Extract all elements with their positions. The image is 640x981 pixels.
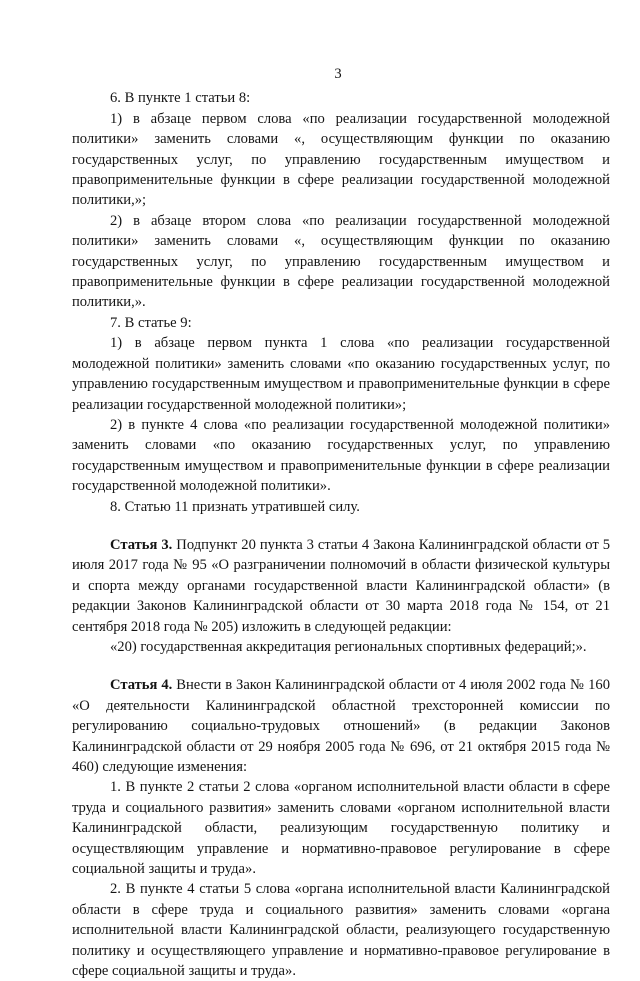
spacer — [72, 517, 610, 535]
item-6-subitem-1: 1) в абзаце первом слова «по реализации государственной молодежной политики» заменить словами «, осуществляющим функции по оказанию государственных услуг, по управлению государственным имуществом и правоприменительные функции в сфере реализации государственной молодежной политики,»; — [72, 110, 610, 209]
item-6-subitem-2: 2) в абзаце втором слова «по реализации государственной молодежной политики» заменить словами «, осуществляющим функции по оказанию государственных услуг, по управлению государственным имуществом и правоприменительные функции в сфере реализации государственной молодежной политики,». — [72, 212, 610, 311]
spacer — [72, 657, 610, 675]
item-6-heading: 6. В пункте 1 статьи 8: — [110, 90, 251, 107]
article-3-heading: Статья 3. — [110, 536, 173, 553]
article-4-heading: Статья 4. — [110, 677, 173, 694]
item-7-subitem-2: 2) в пункте 4 слова «по реализации государственной молодежной политики» заменить словами «по оказанию государственных услуг, по управлению государственным имуществом и правоприменительные функции в сфере реализации государственной молодежной политики». — [72, 416, 610, 495]
article-3-quote: «20) государственная аккредитация региональных спортивных федераций;». — [110, 638, 587, 655]
item-8: 8. Статью 11 признать утратившей силу. — [110, 498, 360, 515]
article-3-text: Подпункт 20 пункта 3 статьи 4 Закона Калининградской области от 5 июля 2017 года № 95 «О разграничении полномочий в области физической культуры и спорта между органами государственной власти Калининградской области» (в редакции Законов Калининградской области от 30 марта 2018 года № 154, от 21 сентября 2018 года № 205) изложить в следующей редакции: — [72, 536, 610, 635]
article-3-paragraph — [72, 535, 610, 637]
item-7-heading: 7. В статье 9: — [110, 314, 192, 331]
article-4-text: Внести в Закон Калининградской области от 4 июля 2002 года № 160 «О деятельности Калининградской областной трехсторонней комиссии по регулированию социально-трудовых отношений» (в редакции Законов Калининградской области от 29 ноября 2005 года № 696, от 21 октября 2015 года № 460) следующие изменения: — [72, 677, 610, 775]
article-4-paragraph — [72, 675, 610, 777]
page-number: 3 — [334, 66, 342, 82]
article-4-item-1: 1. В пункте 2 статьи 2 слова «органом исполнительной власти области в сфере труда и социального развития» заменить словами «органом исполнительной власти Калининградской области, реализующим государственную политику и осуществляющим управление и нормативно-правовое регулирование в сфере социальной защиты и труда». — [72, 779, 610, 878]
item-7-subitem-1: 1) в абзаце первом пункта 1 слова «по реализации государственной молодежной политики» заменить словами «по оказанию государственных услуг, по управлению государственным имуществом и правоприменительные функции в сфере реализации государственной молодежной политики»; — [72, 335, 610, 413]
article-4-item-2: 2. В пункте 4 статьи 5 слова «органа исполнительной власти Калининградской области в сфере труда и социального развития» заменить словами «органа исполнительной власти Калининградской области, реализующего государственную политику и осуществляющего управление и нормативно-правовое регулирование в сфере социальной защиты и труда». — [72, 881, 610, 980]
